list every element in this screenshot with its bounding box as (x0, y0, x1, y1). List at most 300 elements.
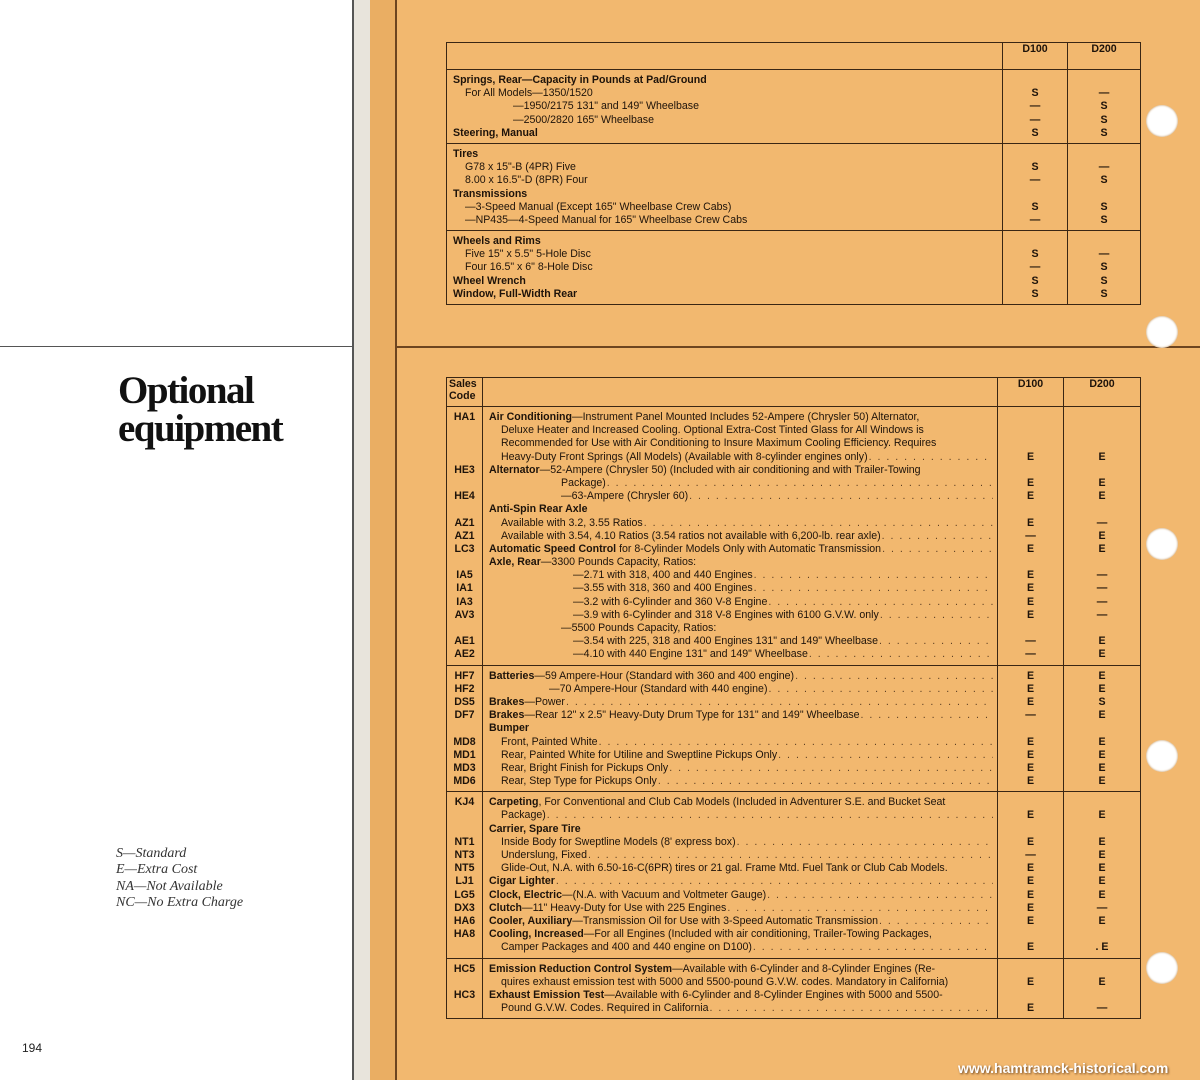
cell-value: E (1026, 761, 1035, 774)
cell-value: E (1026, 608, 1035, 621)
line-text: Tires (453, 147, 479, 160)
cell-value (1003, 74, 1067, 87)
cell-value: — (1029, 213, 1041, 226)
line (453, 74, 998, 87)
sales-code (447, 941, 482, 954)
cell-value (998, 963, 1063, 976)
cell-value: E (1098, 735, 1106, 748)
cell-value (1064, 411, 1140, 424)
sales-code-cell (447, 792, 483, 958)
cell-value (998, 796, 1063, 809)
cell-value: E (1098, 529, 1106, 542)
line-text: G78 x 15"-B (4PR) Five (465, 161, 576, 174)
cell-value: — (1025, 529, 1036, 542)
sales-code (447, 556, 482, 569)
value-column-d100 (1003, 143, 1068, 230)
line-text: Bumper (489, 722, 530, 735)
cell-value (1064, 464, 1140, 477)
binder-hole (1146, 740, 1178, 772)
line (453, 127, 998, 140)
line (453, 161, 998, 174)
description-cell (483, 958, 998, 1019)
line-text (489, 696, 565, 709)
sales-code: AZ1 (454, 529, 475, 542)
line-text: Underslung, Fixed (501, 849, 587, 861)
cell-value: E (1026, 809, 1035, 822)
line (453, 174, 998, 187)
line (489, 582, 993, 595)
cell-value (1064, 823, 1140, 836)
sheet-tab (370, 0, 396, 1080)
cell-value: S (1100, 126, 1108, 139)
sales-code: NT3 (454, 849, 475, 861)
line-text: Four 16.5" x 6" 8-Hole Disc (465, 261, 593, 274)
value-column-d200 (1068, 70, 1141, 144)
leader-dots (658, 775, 993, 788)
sales-code: HE4 (454, 490, 475, 503)
cell-value (998, 989, 1063, 1002)
leader-dots (809, 648, 993, 661)
cell-value (998, 503, 1063, 516)
line (489, 648, 993, 661)
cell-value: E (1098, 975, 1106, 988)
cell-value: E (1026, 735, 1035, 748)
cell-value: S (1098, 695, 1106, 708)
line-text: —63-Ampere (Chrysler 60) (561, 490, 689, 503)
sales-code: KJ4 (454, 796, 475, 809)
cell-value: S (1100, 174, 1108, 187)
cell-value: S (1100, 200, 1108, 213)
cell-value (1064, 622, 1140, 635)
sales-code-cell (447, 958, 483, 1019)
line-lead: Emission Reduction Control System (489, 962, 673, 975)
watermark: www.hamtramck-historical.com (958, 1060, 1169, 1076)
line-text: Rear, Bright Finish for Pickups Only (501, 761, 669, 774)
cell-value (1064, 556, 1140, 569)
line-rest: —11" Heavy-Duty for Use with 225 Engines (521, 901, 727, 914)
leader-dots (669, 762, 993, 775)
line-lead: Clock, Electric (489, 888, 563, 901)
line-rest: —3300 Pounds Capacity, Ratios: (540, 556, 697, 569)
cell-value: . E (1095, 941, 1109, 954)
line-rest: —Available with 6-Cylinder and 8-Cylinder Engines (Re- (672, 962, 936, 975)
leader-dots (607, 477, 993, 490)
cell-value (998, 722, 1063, 735)
line-text (489, 411, 919, 424)
leader-dots (709, 1002, 993, 1015)
cell-value (1068, 74, 1140, 87)
line-text (489, 963, 935, 976)
cell-value (1003, 148, 1067, 161)
line (489, 928, 993, 941)
line-text: —4.10 with 440 Engine 131" and 149" Wheelbase (573, 648, 808, 661)
line (453, 214, 998, 227)
cell-value (1068, 188, 1140, 201)
line-text: quires exhaust emission test with 5000 and 5500-pound G.V.W. codes. Mandatory in California) (501, 975, 949, 988)
line (489, 411, 993, 424)
cell-value (1003, 188, 1067, 201)
value-column-d100 (1003, 70, 1068, 144)
cell-value: E (1026, 490, 1035, 503)
cell-value: E (1098, 648, 1106, 661)
sales-code: HF2 (454, 682, 475, 695)
leader-dots (599, 736, 993, 749)
sales-code: HF7 (454, 669, 475, 682)
sales-code: NT1 (454, 835, 475, 848)
line-lead: Brakes (489, 709, 525, 722)
table-header-blank (447, 43, 1003, 70)
cell-value: S (1100, 287, 1108, 300)
value-column-d100 (1003, 231, 1068, 305)
line (489, 451, 993, 464)
cell-value: — (1096, 569, 1108, 582)
leader-dots (753, 941, 993, 954)
line-text: Camper Packages and 400 and 440 engine on D100) (501, 941, 752, 954)
line-rest: —Power (524, 695, 565, 708)
sales-code: IA3 (456, 595, 473, 608)
line-text: —2.71 with 318, 400 and 440 Engines (573, 569, 753, 582)
sales-code: HC5 (453, 962, 476, 975)
line-lead: Cooler, Auxiliary (489, 914, 573, 927)
cell-value: — (1096, 1002, 1108, 1015)
leader-dots (689, 490, 993, 503)
line-text: Inside Body for Sweptline Models (8' express box) (501, 835, 736, 848)
line-text: Anti-Spin Rear Axle (489, 503, 588, 516)
cell-value (998, 928, 1063, 941)
cell-value: E (1098, 835, 1106, 848)
cell-value: E (1098, 682, 1106, 695)
sheet-edge (395, 0, 397, 1080)
cell-value: — (1025, 709, 1036, 722)
cell-value: E (1098, 748, 1106, 761)
line (489, 477, 993, 490)
sales-code: HA8 (453, 928, 476, 941)
cell-value: — (1096, 608, 1108, 621)
cell-value: — (1025, 648, 1036, 661)
line (489, 775, 993, 788)
line-text: Wheels and Rims (453, 235, 541, 248)
column-header-code: Sales Code (447, 378, 483, 407)
line (489, 696, 993, 709)
table-row (447, 70, 1141, 144)
cell-value: E (1098, 914, 1106, 927)
line (489, 596, 993, 609)
line-text: Package) (501, 809, 546, 822)
line (453, 235, 998, 248)
cell-value (1064, 928, 1140, 941)
sales-code (447, 976, 482, 989)
cell-value: S (1100, 113, 1108, 126)
leader-dots (768, 596, 993, 609)
leader-dots (795, 670, 993, 683)
description-cell (483, 665, 998, 792)
line (489, 543, 993, 556)
cell-value: S (1100, 213, 1108, 226)
sheet-divider (397, 346, 1200, 348)
line (489, 875, 993, 888)
line-text: Available with 3.2, 3.55 Ratios (501, 516, 643, 529)
description-cell (483, 792, 998, 958)
line-text: Transmissions (453, 187, 528, 200)
table-row (447, 958, 1141, 1019)
table-row (447, 407, 1141, 666)
line-text: Recommended for Use with Air Conditioning to Insure Maximum Cooling Efficiency. Requires (501, 437, 937, 450)
line-rest: —Rear 12" x 2.5" Heavy-Duty Drum Type for 131" and 149" Wheelbase (524, 709, 860, 722)
value-column-d200 (1064, 665, 1141, 792)
line-text: Wheel Wrench (453, 274, 526, 287)
sales-code (447, 823, 482, 836)
cell-value: E (1026, 748, 1035, 761)
cell-value (998, 823, 1063, 836)
sales-code: LG5 (454, 888, 475, 901)
binder-hole (1146, 528, 1178, 560)
cell-value (998, 411, 1063, 424)
cell-value: S (1031, 248, 1039, 261)
cell-value: E (1098, 476, 1106, 489)
legend-item: NA—Not Available (116, 878, 223, 894)
line (489, 989, 993, 1002)
cell-value: E (1098, 635, 1106, 648)
line-text (489, 902, 726, 915)
line (489, 796, 993, 809)
line (489, 424, 993, 437)
cell-value (1064, 989, 1140, 1002)
cell-value (1064, 503, 1140, 516)
description-cell (447, 143, 1003, 230)
line (489, 823, 993, 836)
line (489, 976, 993, 989)
line-text: —70 Ampere-Hour (Standard with 440 engine) (549, 682, 768, 695)
line (489, 683, 993, 696)
table-row (447, 143, 1141, 230)
line-text: —3.54 with 225, 318 and 400 Engines 131" and 149" Wheelbase (573, 635, 878, 648)
left-page (0, 0, 354, 1080)
cell-value: — (1025, 849, 1036, 861)
cell-value: S (1031, 161, 1039, 174)
value-column-d200 (1068, 231, 1141, 305)
table-row (447, 792, 1141, 958)
line (489, 517, 993, 530)
cell-value: E (1026, 450, 1035, 463)
line (489, 736, 993, 749)
line-lead: Carpeting (489, 796, 539, 809)
sales-code: MD3 (453, 761, 476, 774)
line-text (489, 670, 794, 683)
binder-hole (1146, 105, 1178, 137)
value-column-d200 (1064, 792, 1141, 958)
cell-value: — (1096, 901, 1108, 914)
sales-code: DS5 (454, 695, 475, 708)
cell-value: E (1026, 595, 1035, 608)
leader-dots (880, 609, 993, 622)
sales-code (447, 451, 482, 464)
cell-value: — (1098, 248, 1110, 261)
leader-dots (882, 543, 993, 556)
value-column-d100 (998, 958, 1064, 1019)
cell-value: E (1026, 669, 1035, 682)
line-text: Front, Painted White (501, 735, 598, 748)
leader-dots (882, 530, 993, 543)
line-rest: , For Conventional and Club Cab Models (Included in Adventurer S.E. and Bucket Seat (538, 796, 946, 809)
cell-value: E (1026, 476, 1035, 489)
line (489, 609, 993, 622)
line-lead: Batteries (489, 669, 535, 682)
cell-value: E (1098, 669, 1106, 682)
divider-rule (0, 346, 354, 347)
section-title-line-1: Optional (118, 369, 254, 412)
sales-code: AZ1 (454, 516, 475, 529)
line-lead: Air Conditioning (489, 411, 572, 423)
sales-code: AV3 (454, 608, 475, 621)
cell-value: E (1026, 914, 1035, 927)
line (489, 849, 993, 862)
line (489, 1002, 993, 1015)
line-text: —3.55 with 318, 360 and 400 Engines (573, 582, 753, 595)
cell-value: S (1031, 274, 1039, 287)
sales-code: MD6 (453, 775, 476, 788)
legend (116, 846, 243, 911)
cell-value (998, 622, 1063, 635)
line-text: —5500 Pounds Capacity, Ratios: (561, 622, 717, 634)
cell-value: E (1026, 862, 1035, 875)
cell-value: — (1029, 100, 1041, 113)
sales-code: DF7 (454, 709, 475, 722)
line-rest: —Transmission Oil for Use with 3-Speed Automatic Transmission (572, 914, 878, 927)
line (489, 963, 993, 976)
table-row (447, 665, 1141, 792)
leader-dots (879, 635, 993, 648)
sales-code-cell (447, 665, 483, 792)
cell-value: E (1098, 761, 1106, 774)
leader-dots (879, 915, 993, 928)
cell-value: E (1026, 901, 1035, 914)
sales-code-cell (447, 407, 483, 666)
line-text: Rear, Painted White for Utiline and Sweptline Pickups Only (501, 748, 778, 761)
line (489, 749, 993, 762)
line-text: Cigar Lighter (489, 875, 555, 888)
cell-value (1003, 235, 1067, 248)
line-rest: for 8-Cylinder Models Only with Automatic Transmission (616, 542, 882, 555)
leader-dots (727, 902, 993, 915)
binding-strip (354, 0, 370, 1080)
cell-value: — (1025, 635, 1036, 648)
line-text: —1950/2175 131" and 149" Wheelbase (513, 100, 699, 113)
line-text: Steering, Manual (453, 126, 538, 139)
line-text (489, 915, 878, 928)
cell-value: E (1098, 888, 1106, 901)
line-lead: Clutch (489, 901, 522, 914)
description-cell (483, 407, 998, 666)
cell-value (998, 424, 1063, 437)
leader-dots (754, 582, 993, 595)
line-text (489, 464, 921, 477)
line-text (489, 928, 932, 941)
table-header-blank (483, 378, 998, 407)
leader-dots (778, 749, 993, 762)
line (489, 530, 993, 543)
line (489, 437, 993, 450)
leader-dots (861, 709, 993, 722)
line-text: Rear, Step Type for Pickups Only (501, 775, 657, 788)
sales-code (447, 622, 482, 635)
line-text (489, 796, 945, 809)
cell-value (1064, 424, 1140, 437)
line-text (489, 989, 943, 1002)
line-text (489, 543, 881, 556)
cell-value: E (1098, 709, 1106, 722)
line (489, 889, 993, 902)
cell-value: — (1029, 174, 1041, 187)
leader-dots (644, 517, 993, 530)
value-column-d100 (998, 665, 1064, 792)
line-text: Window, Full-Width Rear (453, 287, 578, 300)
sales-code (447, 503, 482, 516)
sales-code: HA6 (453, 914, 476, 927)
cell-value (998, 556, 1063, 569)
binder-hole (1146, 316, 1178, 348)
page-number: 194 (22, 1041, 43, 1055)
line-text: Available with 3.54, 4.10 Ratios (3.54 ratios not available with 6,200-lb. rear axle) (501, 529, 881, 542)
cell-value: E (1026, 941, 1035, 954)
sales-code (447, 424, 482, 437)
sales-code: LC3 (454, 542, 475, 555)
value-column-d100 (998, 792, 1064, 958)
cell-value: E (1026, 835, 1035, 848)
cell-value (1068, 148, 1140, 161)
cell-value: E (1098, 490, 1106, 503)
sales-code (447, 437, 482, 450)
binder-hole (1146, 952, 1178, 984)
cell-value: E (1098, 862, 1106, 875)
line (489, 902, 993, 915)
column-header-d200: D200 (1064, 378, 1141, 407)
cell-value: E (1026, 775, 1035, 788)
cell-value (998, 464, 1063, 477)
line-lead: Axle, Rear (489, 556, 541, 569)
cell-value: S (1031, 287, 1039, 300)
line (489, 490, 993, 503)
column-header-d100: D100 (998, 378, 1064, 407)
cell-value: — (1029, 261, 1041, 274)
cell-value (1064, 722, 1140, 735)
line (453, 188, 998, 201)
line-text: Five 15" x 5.5" 5-Hole Disc (465, 248, 591, 261)
sales-code: HA1 (453, 411, 476, 423)
table-row (447, 231, 1141, 305)
cell-value (1064, 796, 1140, 809)
line-text: —2500/2820 165" Wheelbase (513, 113, 654, 126)
cell-value (1064, 437, 1140, 450)
line (453, 100, 998, 113)
line-rest: —Instrument Panel Mounted Includes 52-Ampere (Chrysler 50) Alternator, (571, 411, 920, 423)
leader-dots (547, 809, 993, 822)
sales-code (447, 1002, 482, 1015)
standard-equipment-table (446, 42, 1141, 305)
line-text: —3-Speed Manual (Except 165" Wheelbase Crew Cabs) (465, 200, 732, 213)
cell-value: — (1098, 161, 1110, 174)
line (489, 836, 993, 849)
description-cell (447, 70, 1003, 144)
cell-value: S (1100, 100, 1108, 113)
line (453, 114, 998, 127)
line-text (489, 889, 766, 902)
legend-item: E—Extra Cost (116, 862, 198, 878)
value-column-d200 (1064, 958, 1141, 1019)
line-lead: Brakes (489, 695, 525, 708)
cell-value: E (1026, 516, 1035, 529)
line-text: Glide-Out, N.A. with 6.50-16-C(6PR) tires or 21 gal. Frame Mtd. Fuel Tank or Club Cab Models. (501, 862, 948, 875)
sales-code: AE1 (454, 635, 475, 648)
